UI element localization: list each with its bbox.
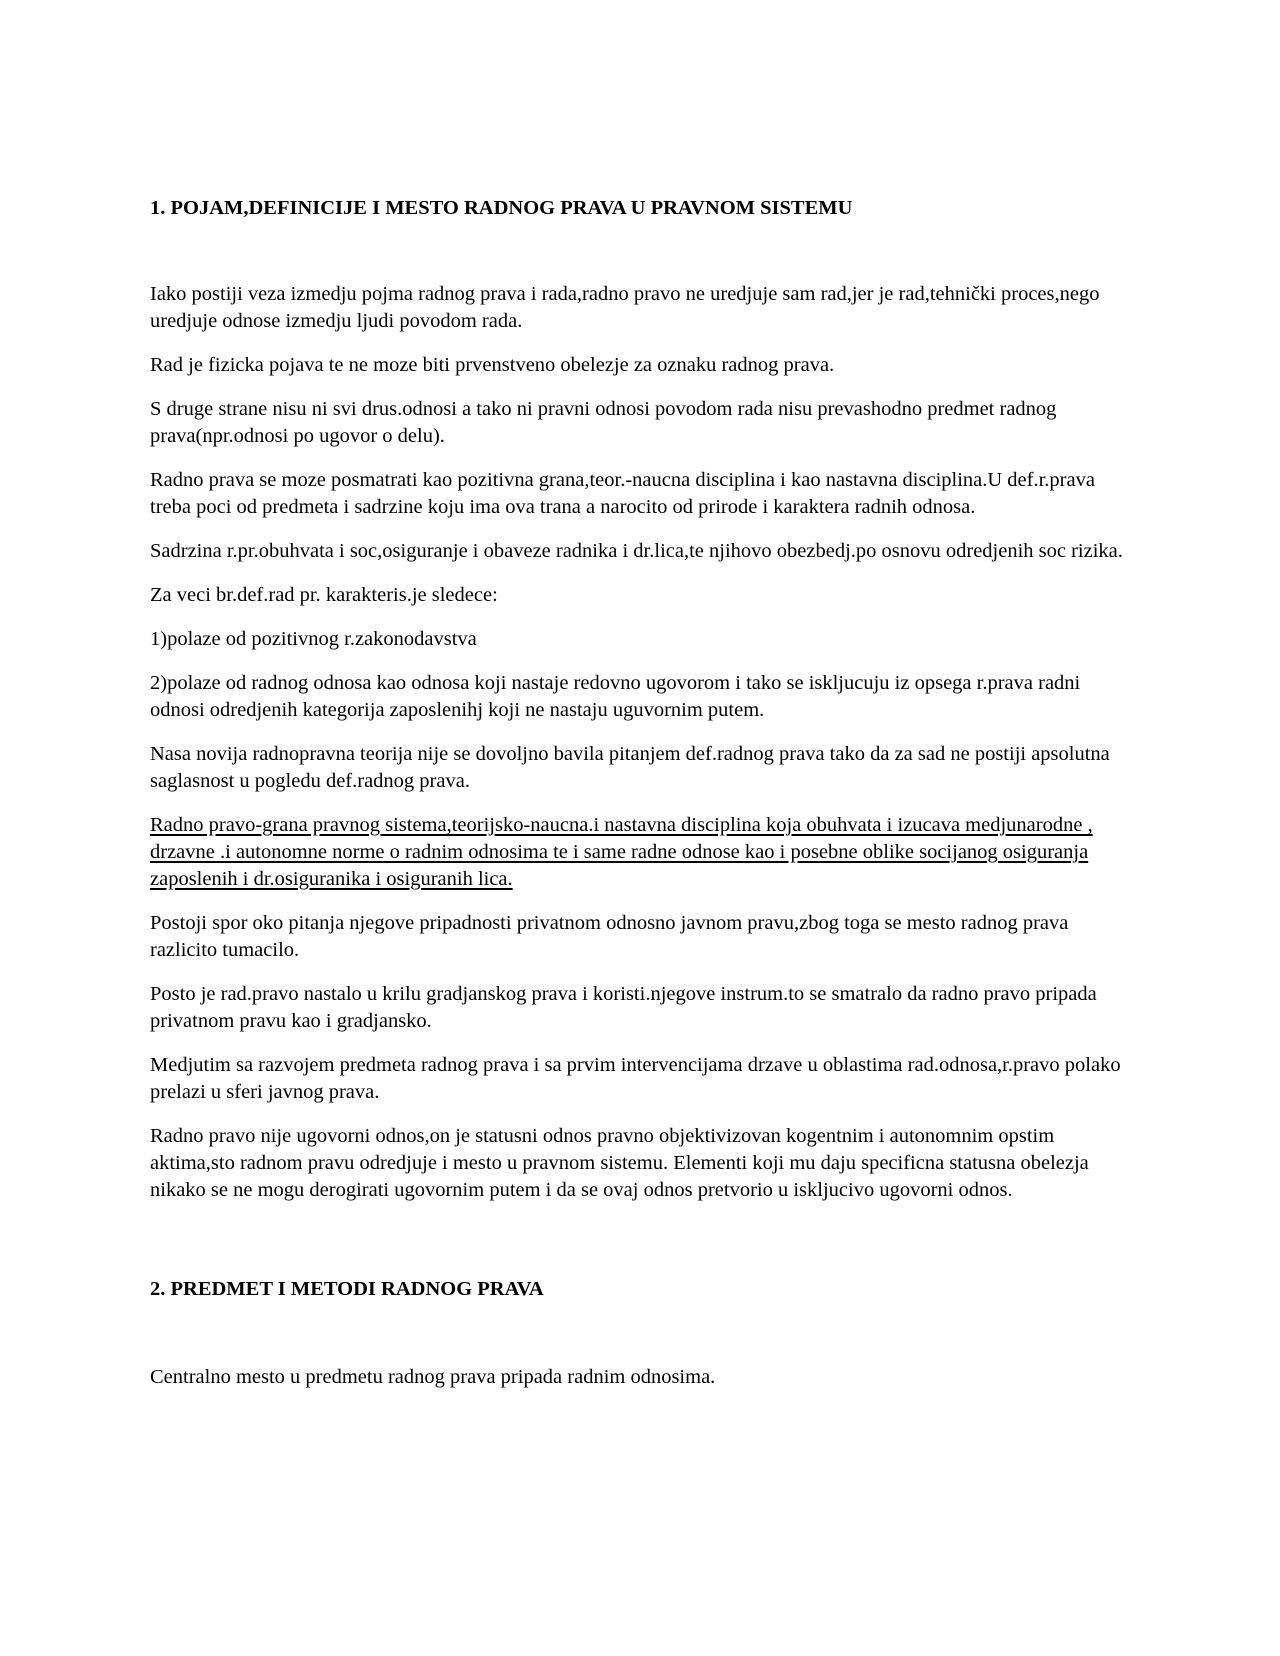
paragraph: Radno pravo nije ugovorni odnos,on je statusni odnos pravno objektivizovan kogentnim i autonomnim opstim aktima,sto radnom pravu odredjuje i mesto u pravnom sistemu. Elementi koji mu daju specificna statusna obelezja nikako se ne mogu derogirati ugovornim putem i da se ovaj odnos pretvorio u iskljucivo ugovorni odnos.	[150, 1125, 1089, 1201]
paragraph: Radno prava se moze posmatrati kao pozitivna grana,teor.-naucna disciplina i kao nastavna disciplina.U def.r.prava treba poci od predmeta i sadrzine koju ima ova trana a narocito od prirode i karaktera radnih odnosa.	[150, 469, 1095, 518]
paragraph: Nasa novija radnopravna teorija nije se dovoljno bavila pitanjem def.radnog prava tako da za sad ne postiji apsolutna saglasnost u pogledu def.radnog prava.	[150, 743, 1110, 792]
paragraph: Rad je fizicka pojava te ne moze biti prvenstveno obelezje za oznaku radnog prava.	[150, 354, 835, 376]
list-item: 2)polaze od radnog odnosa kao odnosa koji nastaje redovno ugovorom i tako se iskljucuju iz opsega r.prava radni odnosi odredjenih kategorija zaposlenihj koji ne nastaju uguvornim putem.	[150, 672, 1081, 721]
paragraph: Centralno mesto u predmetu radnog prava pripada radnim odnosima.	[150, 1366, 716, 1388]
document-page	[150, 195, 1140, 1408]
list-item: 1)polaze od pozitivnog r.zakonodavstva	[150, 628, 477, 650]
paragraph: Iako postiji veza izmedju pojma radnog prava i rada,radno pravo ne uredjuje sam rad,jer je rad,tehnički proces,nego uredjuje odnose izmedju ljudi povodom rada.	[150, 283, 1100, 332]
paragraph: Za veci br.def.rad pr. karakteris.je sledece:	[150, 584, 498, 606]
paragraph: Medjutim sa razvojem predmeta radnog prava i sa prvim intervencijama drzave u oblastima rad.odnosa,r.pravo polako prelazi u sferi javnog prava.	[150, 1054, 1121, 1103]
paragraph: S druge strane nisu ni svi drus.odnosi a tako ni pravni odnosi povodom rada nisu prevashodno predmet radnog prava(npr.odnosi po ugovor o delu).	[150, 398, 1057, 447]
paragraph: Sadrzina r.pr.obuhvata i soc,osiguranje i obaveze radnika i dr.lica,te njihovo obezbedj.po osnovu odredjenih soc rizika.	[150, 540, 1123, 562]
section-1-heading: 1. POJAM,DEFINICIJE I MESTO RADNOG PRAVA U PRAVNOM SISTEMU	[150, 197, 853, 219]
section-2-heading: 2. PREDMET I METODI RADNOG PRAVA	[150, 1278, 544, 1300]
underlined-definition: Radno pravo-grana pravnog sistema,teorijsko-naucna.i nastavna disciplina koja obuhvata i izucava medjunarodne , drzavne .i autonomne norme o radnim odnosima te i same radne odnose kao i posebne oblike socijanog osiguranja zaposlenih i dr.osiguranika i osiguranih lica.	[150, 814, 1093, 890]
paragraph: Postoji spor oko pitanja njegove pripadnosti privatnom odnosno javnom pravu,zbog toga se mesto radnog prava razlicito tumacilo.	[150, 912, 1069, 961]
paragraph: Posto je rad.pravo nastalo u krilu gradjanskog prava i koristi.njegove instrum.to se smatralo da radno pravo pripada privatnom pravu kao i gradjansko.	[150, 983, 1097, 1032]
